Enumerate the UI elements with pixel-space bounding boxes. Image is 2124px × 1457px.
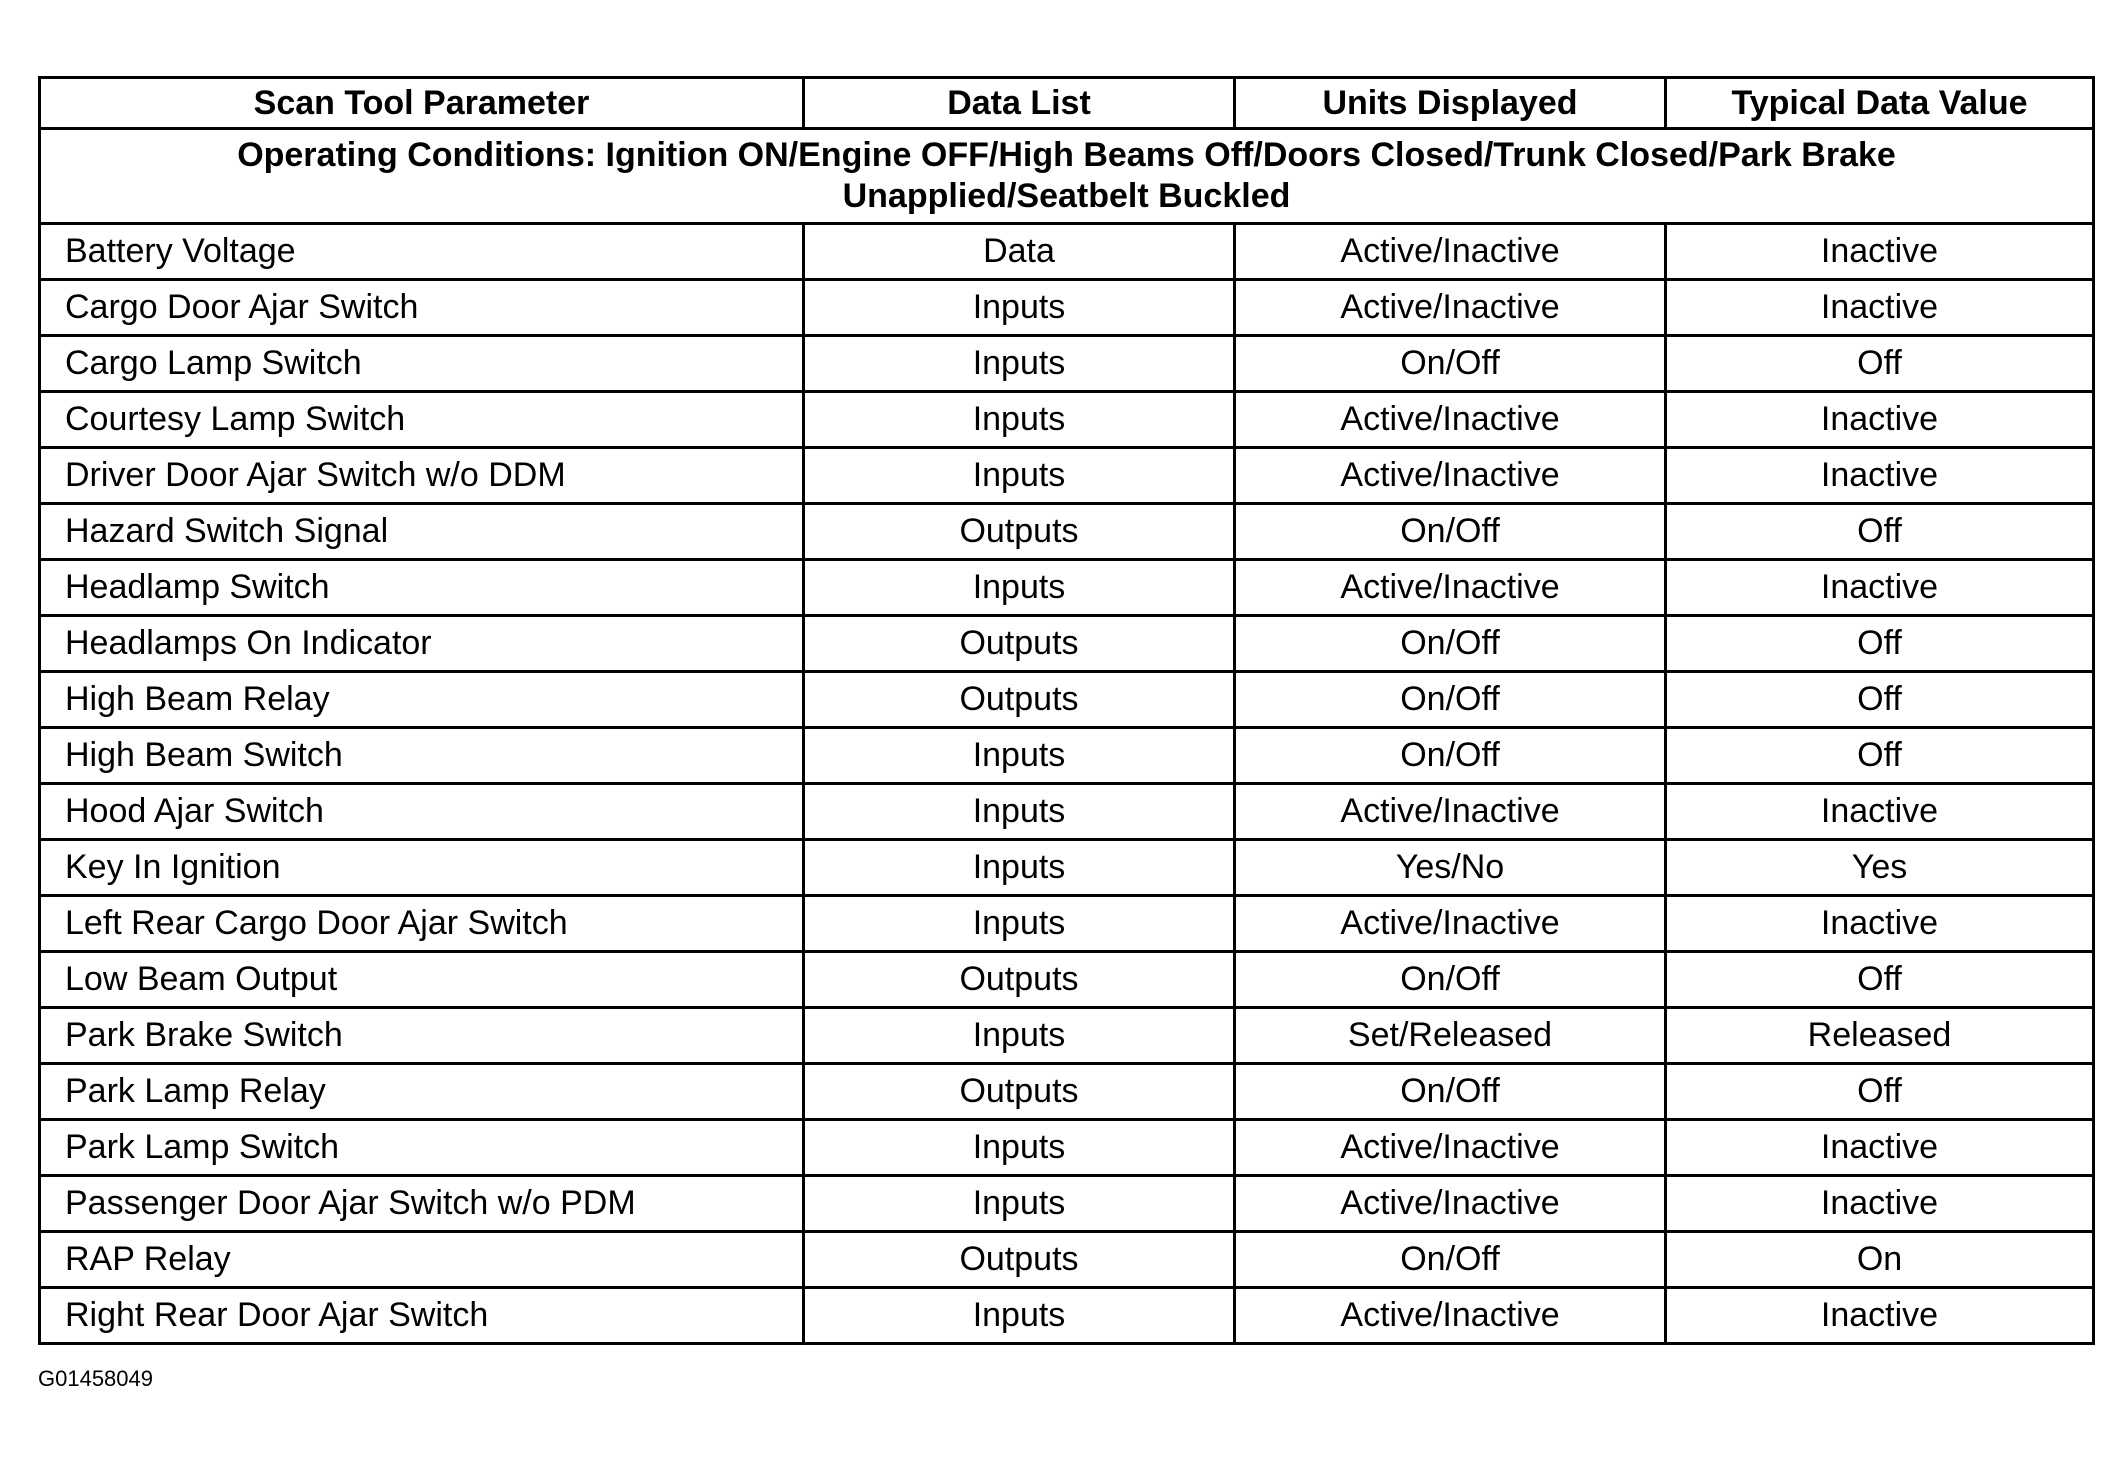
units-cell: Active/Inactive [1235, 224, 1666, 280]
table-row [40, 672, 2094, 728]
units-cell: Active/Inactive [1235, 896, 1666, 952]
parameter-cell: Headlamp Switch [40, 560, 804, 616]
typical-value-cell: Inactive [1666, 784, 2094, 840]
parameter-cell: High Beam Switch [40, 728, 804, 784]
typical-value-cell: Inactive [1666, 1288, 2094, 1344]
data-list-cell: Inputs [804, 728, 1235, 784]
data-list-cell: Inputs [804, 1008, 1235, 1064]
typical-value-cell: Off [1666, 952, 2094, 1008]
typical-value-cell: Inactive [1666, 392, 2094, 448]
table-row [40, 1008, 2094, 1064]
units-cell: On/Off [1235, 616, 1666, 672]
data-list-cell: Inputs [804, 336, 1235, 392]
operating-conditions: Operating Conditions: Ignition ON/Engine OFF/High Beams Off/Doors Closed/Trunk Closed/Park Brake Unapplied/Seatbelt Buckled [40, 129, 2094, 224]
units-cell: Active/Inactive [1235, 784, 1666, 840]
units-cell: Active/Inactive [1235, 1120, 1666, 1176]
typical-value-cell: Inactive [1666, 280, 2094, 336]
parameter-cell: Park Lamp Switch [40, 1120, 804, 1176]
table-row [40, 504, 2094, 560]
table-row [40, 280, 2094, 336]
data-list-cell: Outputs [804, 1232, 1235, 1288]
parameter-cell: Headlamps On Indicator [40, 616, 804, 672]
typical-value-cell: Yes [1666, 840, 2094, 896]
table-row [40, 1120, 2094, 1176]
typical-value-cell: Inactive [1666, 1120, 2094, 1176]
header-units-displayed: Units Displayed [1235, 78, 1666, 129]
parameter-cell: Park Lamp Relay [40, 1064, 804, 1120]
table-row [40, 1064, 2094, 1120]
typical-value-cell: Inactive [1666, 448, 2094, 504]
units-cell: Active/Inactive [1235, 1288, 1666, 1344]
table-row [40, 1176, 2094, 1232]
table-row [40, 224, 2094, 280]
units-cell: Active/Inactive [1235, 560, 1666, 616]
header-scan-tool-parameter: Scan Tool Parameter [40, 78, 804, 129]
table-row [40, 392, 2094, 448]
table-row [40, 616, 2094, 672]
table-row [40, 952, 2094, 1008]
data-list-cell: Inputs [804, 896, 1235, 952]
typical-value-cell: Released [1666, 1008, 2094, 1064]
data-list-cell: Outputs [804, 504, 1235, 560]
table-row [40, 336, 2094, 392]
data-list-cell: Inputs [804, 448, 1235, 504]
parameter-cell: Park Brake Switch [40, 1008, 804, 1064]
units-cell: Set/Released [1235, 1008, 1666, 1064]
parameter-cell: Courtesy Lamp Switch [40, 392, 804, 448]
units-cell: On/Off [1235, 952, 1666, 1008]
typical-value-cell: Off [1666, 504, 2094, 560]
data-list-cell: Inputs [804, 1120, 1235, 1176]
parameter-cell: Hazard Switch Signal [40, 504, 804, 560]
data-list-cell: Inputs [804, 392, 1235, 448]
units-cell: Active/Inactive [1235, 280, 1666, 336]
units-cell: Active/Inactive [1235, 1176, 1666, 1232]
scan-tool-data-table [38, 76, 2095, 1345]
data-list-cell: Outputs [804, 1064, 1235, 1120]
typical-value-cell: Off [1666, 616, 2094, 672]
typical-value-cell: Inactive [1666, 224, 2094, 280]
table-row [40, 560, 2094, 616]
data-list-cell: Inputs [804, 840, 1235, 896]
units-cell: On/Off [1235, 504, 1666, 560]
typical-value-cell: Inactive [1666, 896, 2094, 952]
parameter-cell: Cargo Lamp Switch [40, 336, 804, 392]
parameter-cell: High Beam Relay [40, 672, 804, 728]
data-list-cell: Outputs [804, 616, 1235, 672]
typical-value-cell: Inactive [1666, 560, 2094, 616]
data-list-cell: Inputs [804, 1288, 1235, 1344]
typical-value-cell: Off [1666, 336, 2094, 392]
data-list-cell: Inputs [804, 280, 1235, 336]
parameter-cell: Driver Door Ajar Switch w/o DDM [40, 448, 804, 504]
units-cell: On/Off [1235, 336, 1666, 392]
data-list-cell: Inputs [804, 560, 1235, 616]
parameter-cell: Hood Ajar Switch [40, 784, 804, 840]
parameter-cell: Passenger Door Ajar Switch w/o PDM [40, 1176, 804, 1232]
parameter-cell: RAP Relay [40, 1232, 804, 1288]
units-cell: On/Off [1235, 1232, 1666, 1288]
parameter-cell: Battery Voltage [40, 224, 804, 280]
parameter-cell: Low Beam Output [40, 952, 804, 1008]
table-row [40, 1232, 2094, 1288]
header-typical-data-value: Typical Data Value [1666, 78, 2094, 129]
data-list-cell: Inputs [804, 784, 1235, 840]
table-row [40, 784, 2094, 840]
data-list-cell: Outputs [804, 672, 1235, 728]
table-row [40, 840, 2094, 896]
header-data-list: Data List [804, 78, 1235, 129]
parameter-cell: Left Rear Cargo Door Ajar Switch [40, 896, 804, 952]
data-list-cell: Outputs [804, 952, 1235, 1008]
units-cell: On/Off [1235, 672, 1666, 728]
header-row [40, 78, 2094, 129]
data-list-cell: Data [804, 224, 1235, 280]
table-body [40, 129, 2094, 1344]
units-cell: Active/Inactive [1235, 448, 1666, 504]
parameter-cell: Cargo Door Ajar Switch [40, 280, 804, 336]
table-row [40, 728, 2094, 784]
units-cell: On/Off [1235, 728, 1666, 784]
table-row [40, 1288, 2094, 1344]
figure-id: G01458049 [38, 1366, 153, 1391]
typical-value-cell: Off [1666, 672, 2094, 728]
data-list-cell: Inputs [804, 1176, 1235, 1232]
units-cell: Yes/No [1235, 840, 1666, 896]
parameter-cell: Key In Ignition [40, 840, 804, 896]
parameter-cell: Right Rear Door Ajar Switch [40, 1288, 804, 1344]
units-cell: Active/Inactive [1235, 392, 1666, 448]
units-cell: On/Off [1235, 1064, 1666, 1120]
typical-value-cell: On [1666, 1232, 2094, 1288]
typical-value-cell: Inactive [1666, 1176, 2094, 1232]
table-row [40, 896, 2094, 952]
typical-value-cell: Off [1666, 728, 2094, 784]
typical-value-cell: Off [1666, 1064, 2094, 1120]
table-row [40, 448, 2094, 504]
operating-conditions-row [40, 129, 2094, 224]
